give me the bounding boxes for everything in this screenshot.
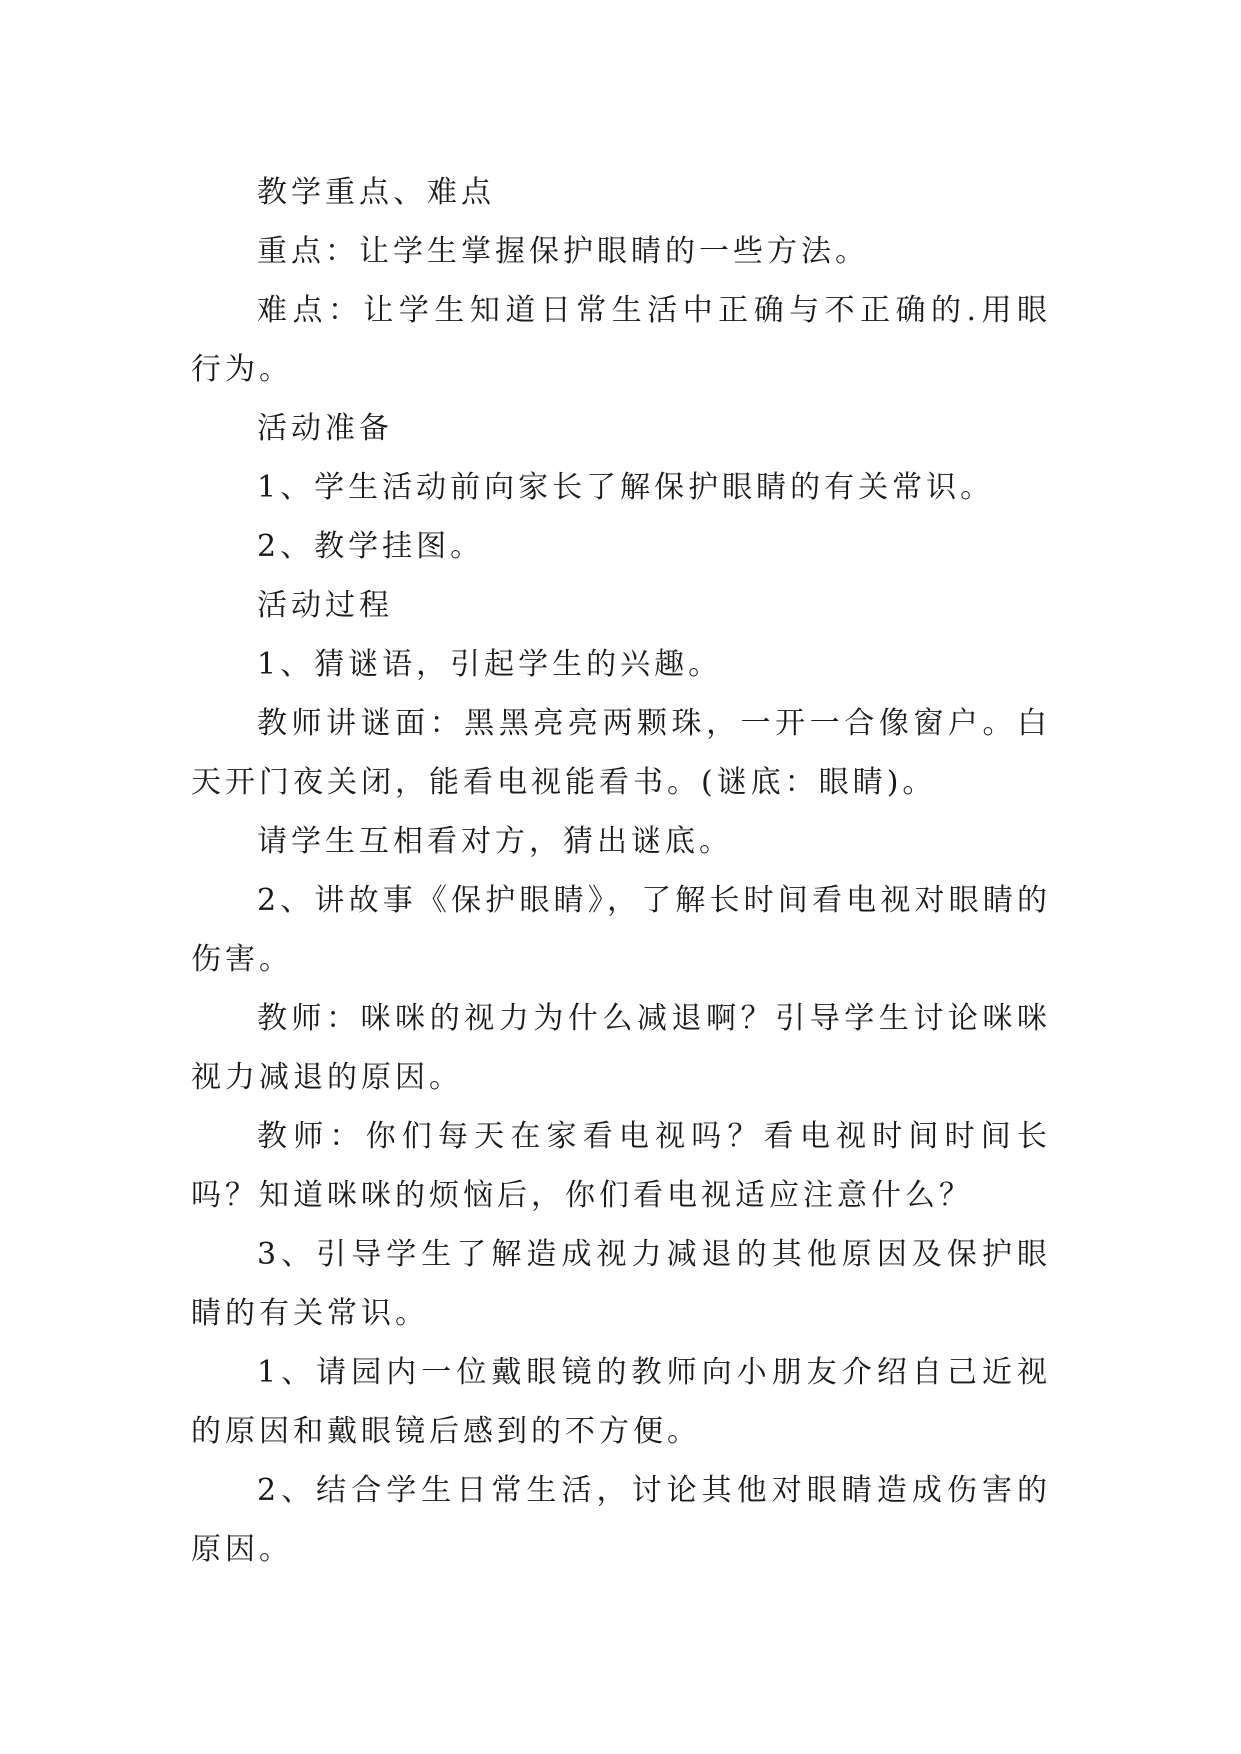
paragraph-difficulty: 难点：让学生知道日常生活中正确与不正确的.用眼行为。	[191, 293, 1051, 387]
paragraph-process-3: 3、引导学生了解造成视力减退的其他原因及保护眼睛的有关常识。	[191, 1237, 1051, 1331]
paragraph-riddle: 教师讲谜面：黑黑亮亮两颗珠，一开一合像窗户。白天开门夜关闭，能看电视能看书。(谜底：眼睛)。	[191, 706, 1051, 800]
paragraph-process-1: 1、猜谜语，引起学生的兴趣。	[257, 647, 723, 682]
paragraph-process-2: 2、讲故事《保护眼睛》，了解长时间看电视对眼睛的伤害。	[191, 883, 1051, 977]
paragraph-guess: 请学生互相看对方，猜出谜底。	[257, 824, 733, 859]
paragraph-preparation-1: 1、学生活动前向家长了解保护眼睛的有关常识。	[257, 470, 995, 505]
paragraph-heading-key-points: 教学重点、难点	[257, 175, 495, 210]
document-body	[191, 163, 1051, 1579]
paragraph-heading-preparation: 活动准备	[257, 411, 393, 446]
paragraph-preparation-2: 2、教学挂图。	[257, 529, 485, 564]
paragraph-sub-2: 2、结合学生日常生活，讨论其他对眼睛造成伤害的原因。	[191, 1473, 1051, 1567]
paragraph-teacher-question-1: 教师：咪咪的视力为什么减退啊？引导学生讨论咪咪视力减退的原因。	[191, 1001, 1051, 1095]
paragraph-key-point: 重点：让学生掌握保护眼睛的一些方法。	[257, 234, 869, 269]
paragraph-sub-1: 1、请园内一位戴眼镜的教师向小朋友介绍自己近视的原因和戴眼镜后感到的不方便。	[191, 1355, 1051, 1449]
paragraph-teacher-question-2: 教师：你们每天在家看电视吗？看电视时间时间长吗？知道咪咪的烦恼后，你们看电视适应注意什么？	[191, 1119, 1051, 1213]
paragraph-heading-process: 活动过程	[257, 588, 393, 623]
